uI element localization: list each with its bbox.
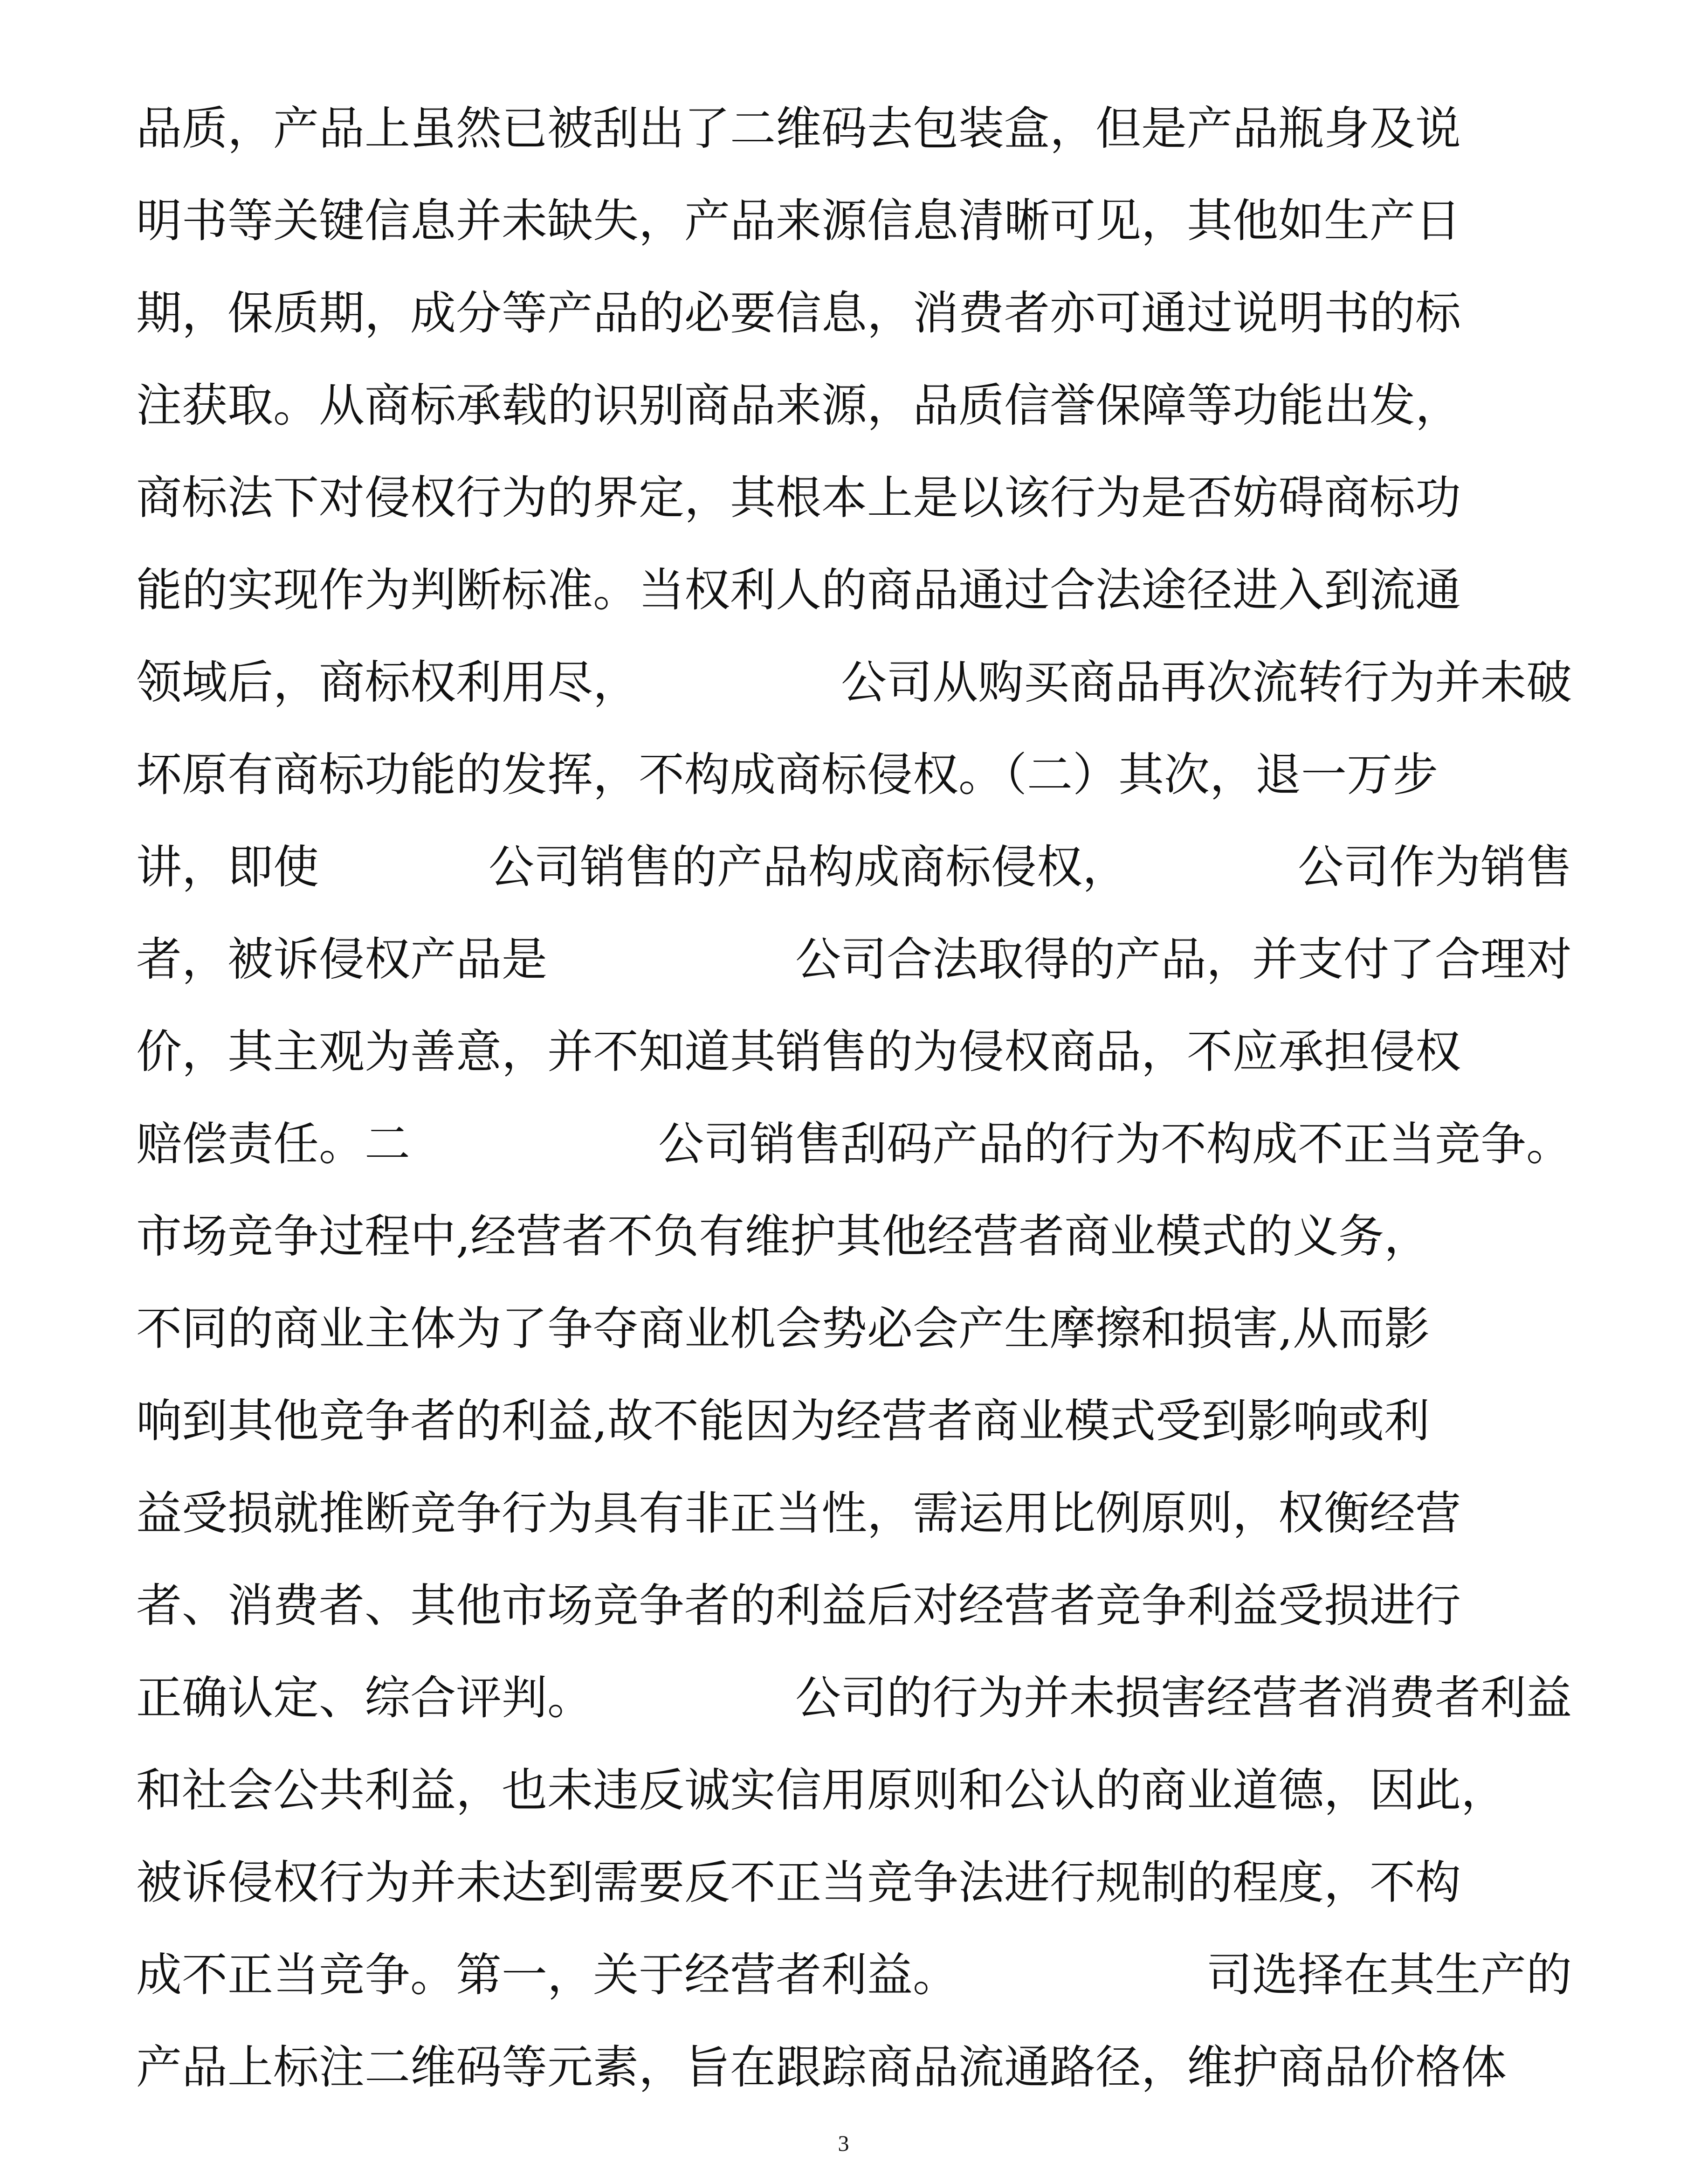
line-text: 公司销售的产品构成商标侵权， <box>488 840 1128 894</box>
text-line <box>136 171 1572 263</box>
text-line <box>136 1925 1572 2017</box>
text-line <box>136 725 1572 817</box>
text-line <box>136 1279 1572 1371</box>
text-line <box>136 1094 1572 1186</box>
line-text: 领域后，商标权利用尽， <box>136 656 639 709</box>
text-line <box>136 1002 1572 1094</box>
line-text: 讲，即使 <box>136 840 319 894</box>
line-text: 者，被诉侵权产品是 <box>136 933 548 986</box>
text-line <box>136 448 1572 540</box>
line-text: 和社会公共利益，也未违反诚实信用原则和公认的商业道德，因此， <box>136 1763 1507 1817</box>
page-number: 3 <box>838 2131 849 2156</box>
line-text: 产品上标注二维码等元素，旨在跟踪商品流通路径，维护商品价格体 <box>136 2040 1507 2094</box>
text-line <box>136 1186 1572 1279</box>
line-text: 明书等关键信息并未缺失，产品来源信息清晰可见，其他如生产日 <box>136 194 1461 248</box>
text-line <box>136 817 1572 909</box>
line-text: 响到其他竞争者的利益,故不能因为经营者商业模式受到影响或利 <box>136 1394 1430 1448</box>
line-text: 赔偿责任。二 <box>136 1117 411 1171</box>
text-line <box>136 540 1572 632</box>
line-text: 司选择在其生产的 <box>1206 1948 1572 2002</box>
text-line <box>136 1555 1572 1648</box>
line-text: 品质，产品上虽然已被刮出了二维码去包装盒，但是产品瓶身及说 <box>136 102 1461 155</box>
line-text: 商标法下对侵权行为的界定，其根本上是以该行为是否妨碍商标功 <box>136 471 1461 525</box>
line-text: 市场竞争过程中,经营者不负有维护其他经营者商业模式的义务， <box>136 1209 1430 1263</box>
line-text: 不同的商业主体为了争夺商业机会势必会产生摩擦和损害,从而影 <box>136 1302 1430 1355</box>
line-text: 者、消费者、其他市场竞争者的利益后对经营者竞争利益受损进行 <box>136 1579 1461 1632</box>
line-text: 公司作为销售 <box>1297 840 1572 894</box>
text-line <box>136 1648 1572 1740</box>
text-line <box>136 263 1572 355</box>
line-text: 公司合法取得的产品，并支付了合理对 <box>795 933 1572 986</box>
line-text: 被诉侵权行为并未达到需要反不正当竞争法进行规制的程度，不构 <box>136 1856 1461 1909</box>
body-text <box>136 78 1572 2109</box>
text-line <box>136 1832 1572 1925</box>
line-text: 正确认定、综合评判。 <box>136 1671 593 1725</box>
text-line <box>136 1740 1572 1832</box>
line-text: 公司从购买商品再次流转行为并未破 <box>840 656 1572 709</box>
text-line <box>136 2017 1572 2109</box>
text-line <box>136 632 1572 725</box>
text-line <box>136 355 1572 448</box>
text-line <box>136 78 1572 171</box>
text-line <box>136 1371 1572 1463</box>
line-text: 价，其主观为善意，并不知道其销售的为侵权商品，不应承担侵权 <box>136 1025 1461 1078</box>
line-text: 益受损就推断竞争行为具有非正当性，需运用比例原则，权衡经营 <box>136 1486 1461 1540</box>
line-text: 期，保质期，成分等产品的必要信息，消费者亦可通过说明书的标 <box>136 286 1461 340</box>
text-line <box>136 1463 1572 1555</box>
line-text: 注获取。从商标承载的识别商品来源，品质信誉保障等功能出发， <box>136 379 1461 432</box>
line-text: 成不正当竞争。第一，关于经营者利益。 <box>136 1948 959 2002</box>
text-line <box>136 909 1572 1002</box>
line-text: 公司销售刮码产品的行为不构成不正当竞争。 <box>658 1117 1572 1171</box>
line-text: 公司的行为并未损害经营者消费者利益 <box>795 1671 1572 1725</box>
line-text: 能的实现作为判断标准。当权利人的商品通过合法途径进入到流通 <box>136 563 1461 617</box>
line-text: 坏原有商标功能的发挥，不构成商标侵权。（二）其次，退一万步 <box>136 748 1439 802</box>
